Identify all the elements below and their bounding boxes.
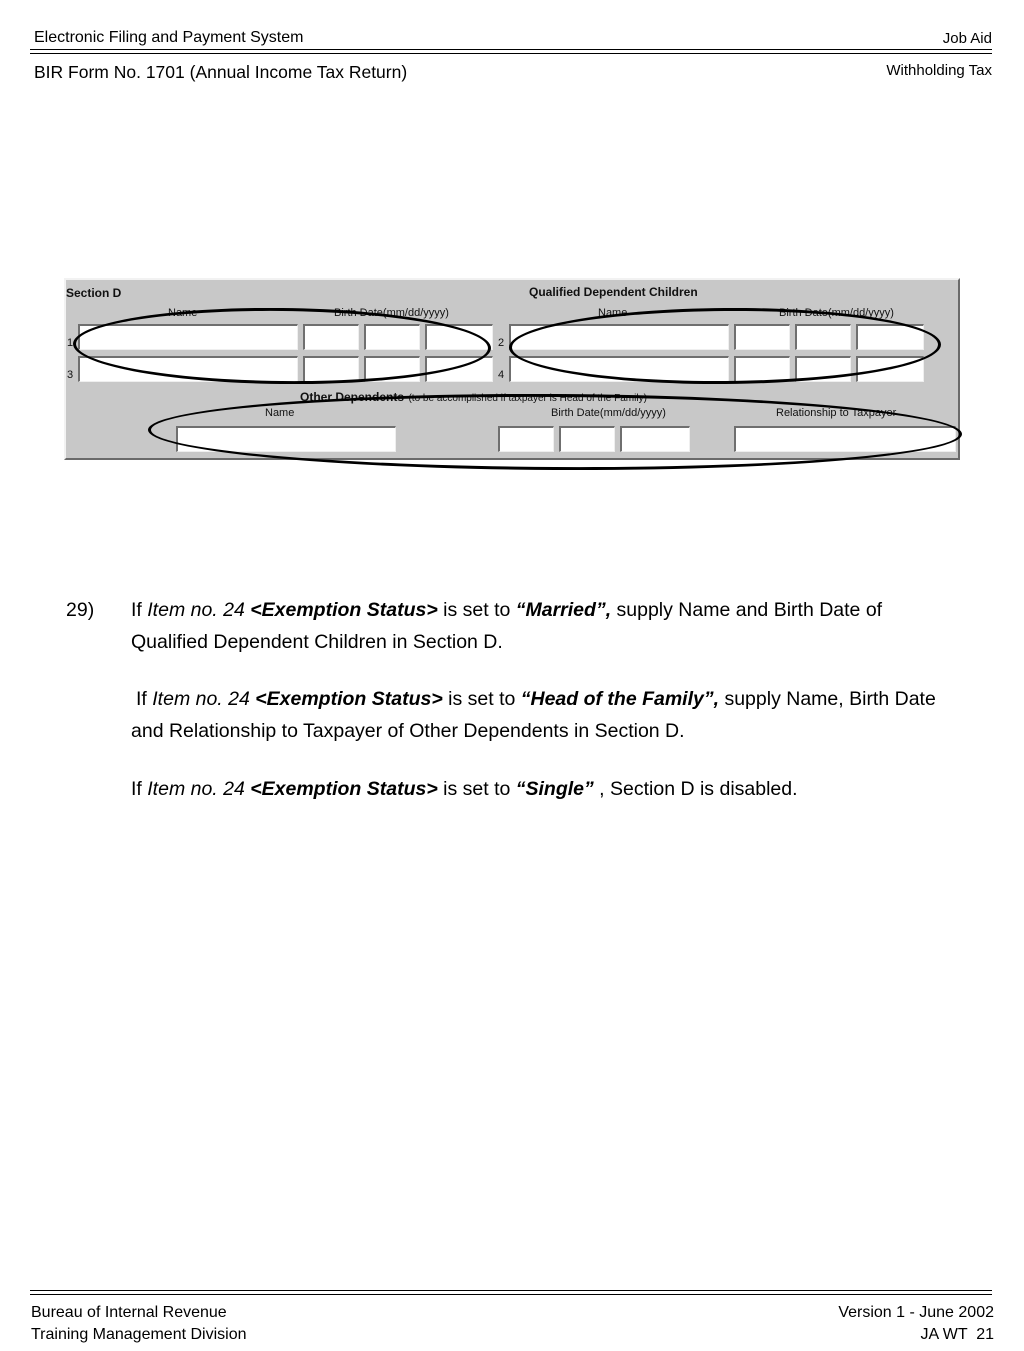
form-title: BIR Form No. 1701 (Annual Income Tax Return) (34, 62, 408, 82)
child-1-birth-year-field[interactable] (425, 324, 493, 350)
p2-rest: supply Name, Birth Date and Relationship to Taxpayer of Other Dependents in Section D. (131, 688, 936, 742)
footer-version: Version 1 - June 2002 (838, 1304, 994, 1321)
other-col-name: Name (265, 407, 295, 419)
child-3-name-field[interactable] (78, 356, 298, 382)
row-number-2: 2 (498, 337, 505, 349)
p3-if: If (131, 778, 148, 800)
row-number-3: 3 (67, 369, 74, 381)
other-dependents-title: Other Dependents (300, 390, 405, 404)
p2-set-to: is set to (442, 688, 521, 710)
other-dependent-birth-month-field[interactable] (498, 426, 554, 452)
section-d-panel (64, 278, 960, 460)
footer-rule-bottom (30, 1294, 992, 1295)
other-dependents-heading (300, 388, 647, 406)
child-3-birth-month-field[interactable] (303, 356, 359, 382)
col-birth-left: Birth Date(mm/dd/yyyy) (334, 307, 449, 319)
other-dependents-note: (to be accomplished if taxpayer is Head of the Family) (408, 393, 647, 404)
other-col-relationship: Relationship to Taxpayer (776, 407, 897, 419)
footer-rule-top (30, 1290, 992, 1291)
p2-field: <Exemption Status> (255, 688, 443, 710)
p3-rest: , Section D is disabled. (593, 778, 798, 800)
child-1-birth-day-field[interactable] (364, 324, 420, 350)
child-4-birth-year-field[interactable] (856, 356, 924, 382)
other-dependent-birth-day-field[interactable] (559, 426, 615, 452)
p2-if: If (136, 688, 153, 710)
p3-value: “Single” (515, 778, 594, 800)
child-3-birth-year-field[interactable] (425, 356, 493, 382)
header-rule-bottom (30, 53, 992, 54)
section-label: Section D (66, 286, 122, 300)
p2-item: Item no. 24 (152, 688, 256, 710)
doc-type: Job Aid (942, 30, 992, 47)
p1-value: “Married”, (515, 599, 612, 621)
other-dependent-name-field[interactable] (176, 426, 396, 452)
child-2-birth-month-field[interactable] (734, 324, 790, 350)
child-2-name-field[interactable] (509, 324, 729, 350)
child-3-birth-day-field[interactable] (364, 356, 420, 382)
p1-set-to: is set to (437, 599, 516, 621)
p3-field: <Exemption Status> (250, 778, 438, 800)
footer-division: Training Management Division (31, 1326, 247, 1343)
child-4-birth-day-field[interactable] (795, 356, 851, 382)
p1-item: Item no. 24 (147, 599, 251, 621)
p1-field: <Exemption Status> (250, 599, 438, 621)
child-4-birth-month-field[interactable] (734, 356, 790, 382)
footer-org: Bureau of Internal Revenue (31, 1304, 227, 1321)
other-dependent-birth-year-field[interactable] (620, 426, 690, 452)
col-name-right: Name (598, 307, 628, 319)
child-1-birth-month-field[interactable] (303, 324, 359, 350)
instruction-head-of-family (131, 683, 951, 747)
header-rule-top (30, 49, 992, 50)
child-2-birth-year-field[interactable] (856, 324, 924, 350)
child-1-name-field[interactable] (78, 324, 298, 350)
system-title: Electronic Filing and Payment System (34, 29, 304, 46)
other-dependent-relationship-field[interactable] (734, 426, 956, 452)
child-2-birth-day-field[interactable] (795, 324, 851, 350)
col-birth-right: Birth Date(mm/dd/yyyy) (779, 307, 894, 319)
p1-if: If (131, 599, 148, 621)
topic: Withholding Tax (886, 62, 992, 79)
p3-set-to: is set to (437, 778, 516, 800)
p2-value: “Head of the Family”, (520, 688, 720, 710)
child-4-name-field[interactable] (509, 356, 729, 382)
other-col-birth: Birth Date(mm/dd/yyyy) (551, 407, 666, 419)
step-number: 29) (66, 599, 95, 621)
row-number-4: 4 (498, 369, 505, 381)
p3-item: Item no. 24 (147, 778, 251, 800)
col-name-left: Name (168, 307, 198, 319)
instruction-single (131, 773, 951, 805)
qualified-children-title: Qualified Dependent Children (529, 285, 698, 299)
row-number-1: 1 (67, 337, 74, 349)
instruction-married (131, 594, 951, 658)
p1-rest: supply Name and Birth Date of Qualified Dependent Children in Section D. (131, 599, 883, 653)
footer-page-ref: JA WT 21 (920, 1326, 994, 1343)
